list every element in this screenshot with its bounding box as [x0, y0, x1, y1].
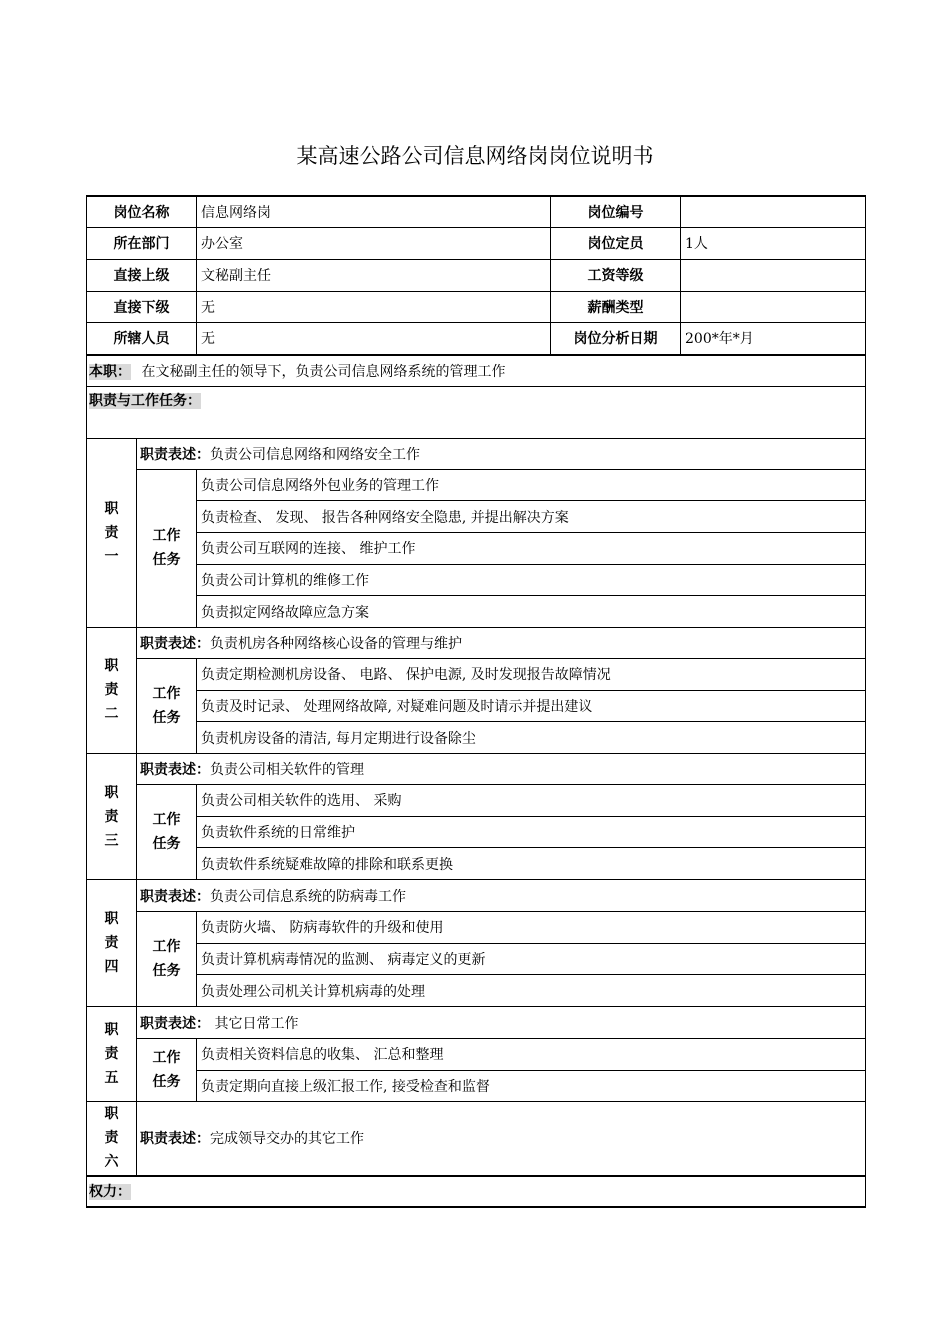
work-task-label	[137, 469, 197, 627]
task-item: 负责计算机病毒情况的监测、 病毒定义的更新	[197, 943, 866, 975]
duty-number-char: 责	[104, 935, 119, 952]
duty-three-task-row	[87, 816, 866, 848]
position-code-label: 岗位编号	[551, 196, 681, 227]
duty-three-task-row	[87, 848, 866, 880]
main-duty-label: 本职：	[89, 363, 131, 380]
task-item: 负责公司互联网的连接、 维护工作	[197, 532, 866, 564]
duty-number-char: 职	[104, 1022, 119, 1039]
supervisor-label: 直接上级	[87, 259, 197, 291]
work-task-label-line: 任务	[152, 836, 181, 853]
salary-grade-value	[681, 259, 866, 291]
document-title: 某高速公路公司信息网络岗岗位说明书	[296, 144, 654, 168]
supervisor-value: 文秘副主任	[197, 259, 551, 291]
duty-number-char: 六	[104, 1154, 119, 1171]
authority-row	[87, 1176, 866, 1207]
task-item: 负责定期向直接上级汇报工作, 接受检查和监督	[197, 1070, 866, 1102]
task-item: 负责软件系统的日常维护	[197, 816, 866, 848]
staff-label: 所辖人员	[87, 322, 197, 355]
duty-one-task-row	[87, 501, 866, 533]
info-row-4	[87, 291, 866, 322]
info-row-1	[87, 196, 866, 227]
duty-number-char: 责	[104, 524, 119, 541]
duty-number-char: 二	[104, 706, 119, 723]
duty-two-task-row	[87, 690, 866, 722]
duty-four-task-row	[87, 943, 866, 975]
duty-number-char: 责	[104, 808, 119, 825]
staff-value: 无	[197, 322, 551, 355]
duty-description-label: 职责表述：	[140, 1015, 210, 1032]
duty-five-task-row	[87, 1039, 866, 1071]
duty-description-text: 完成领导交办的其它工作	[210, 1131, 364, 1148]
task-item: 负责软件系统疑难故障的排除和联系更换	[197, 848, 866, 880]
pay-type-label: 薪酬类型	[551, 291, 681, 322]
duty-five-number	[87, 1007, 137, 1102]
task-item: 负责机房设备的清洁, 每月定期进行设备除尘	[197, 722, 866, 754]
duties-header-row	[87, 386, 866, 438]
duty-three-description	[137, 754, 866, 785]
work-task-label-line: 任务	[152, 552, 181, 569]
task-item: 负责防火墙、 防病毒软件的升级和使用	[197, 912, 866, 944]
position-code-value	[681, 196, 866, 227]
headcount-value: 1人	[681, 227, 866, 259]
work-task-label-line: 工作	[152, 812, 181, 829]
duty-description-text: 负责机房各种网络核心设备的管理与维护	[210, 635, 462, 652]
task-item: 负责处理公司机关计算机病毒的处理	[197, 975, 866, 1007]
authority-cell	[87, 1176, 866, 1207]
duty-number-char: 责	[104, 682, 119, 699]
duty-three-number	[87, 754, 137, 880]
duty-number-char: 职	[104, 658, 119, 675]
duty-number-char: 三	[104, 832, 119, 849]
duty-three-task-row	[87, 785, 866, 817]
duty-one-desc-row	[87, 438, 866, 469]
duty-four-desc-row	[87, 880, 866, 912]
work-task-label-line: 工作	[152, 528, 181, 545]
duty-four-task-row	[87, 975, 866, 1007]
task-item: 负责公司相关软件的选用、 采购	[197, 785, 866, 817]
info-row-5	[87, 322, 866, 355]
duty-number-char: 责	[104, 1046, 119, 1063]
work-task-label-line: 任务	[152, 1074, 181, 1091]
task-item: 负责公司计算机的维修工作	[197, 564, 866, 596]
task-item: 负责定期检测机房设备、 电路、 保护电源, 及时发现报告故障情况	[197, 658, 866, 690]
info-row-3	[87, 259, 866, 291]
duty-one-description	[137, 438, 866, 469]
subordinate-value: 无	[197, 291, 551, 322]
duty-description-label: 职责表述：	[140, 888, 210, 905]
duty-number-char: 一	[104, 548, 119, 565]
duty-description-label: 职责表述：	[140, 762, 210, 778]
work-task-label	[137, 1039, 197, 1102]
work-task-label-line: 工作	[152, 939, 181, 956]
work-task-label	[137, 658, 197, 753]
info-row-2	[87, 227, 866, 259]
duty-number-char: 五	[104, 1070, 119, 1087]
main-duty-text: 在文秘副主任的领导下，负责公司信息网络系统的管理工作	[141, 363, 506, 380]
duty-number-char: 职	[104, 1106, 119, 1123]
task-item: 负责及时记录、 处理网络故障, 对疑难问题及时请示并提出建议	[197, 690, 866, 722]
duty-two-number	[87, 627, 137, 753]
duty-number-char: 职	[104, 500, 119, 517]
duty-number-char: 四	[104, 959, 119, 976]
duty-one-task-row	[87, 469, 866, 501]
duty-four-task-row	[87, 912, 866, 944]
duty-one-task-row	[87, 596, 866, 628]
duty-two-description	[137, 627, 866, 658]
duty-one-number	[87, 438, 137, 627]
duties-header-cell	[87, 386, 866, 438]
duty-two-desc-row	[87, 627, 866, 658]
salary-grade-label: 工资等级	[551, 259, 681, 291]
duty-description-label: 职责表述：	[140, 1131, 210, 1148]
duty-number-char: 责	[104, 1130, 119, 1147]
main-duty-cell	[87, 355, 866, 386]
duty-number-char: 职	[104, 784, 119, 801]
task-item: 负责拟定网络故障应急方案	[197, 596, 866, 628]
duty-one-task-row	[87, 532, 866, 564]
duty-six-desc-row	[87, 1102, 866, 1176]
duty-description-label: 职责表述：	[140, 635, 210, 652]
department-label: 所在部门	[87, 227, 197, 259]
task-item: 负责相关资料信息的收集、 汇总和整理	[197, 1039, 866, 1071]
duties-header-label: 职责与工作任务：	[89, 392, 201, 409]
duty-four-number	[87, 880, 137, 1007]
duty-description-label: 职责表述：	[140, 446, 210, 463]
subordinate-label: 直接下级	[87, 291, 197, 322]
duty-two-task-row	[87, 658, 866, 690]
pay-type-value	[681, 291, 866, 322]
analysis-date-label: 岗位分析日期	[551, 322, 681, 355]
duty-description-text: 负责公司信息网络和网络安全工作	[210, 446, 420, 463]
duty-two-task-row	[87, 722, 866, 754]
work-task-label	[137, 912, 197, 1007]
work-task-label	[137, 785, 197, 880]
duty-description-text: 负责公司相关软件的管理	[210, 762, 364, 778]
duty-number-char: 职	[104, 911, 119, 928]
work-task-label-line: 任务	[152, 963, 181, 980]
work-task-label-line: 任务	[152, 709, 181, 726]
position-name-value: 信息网络岗	[197, 196, 551, 227]
analysis-date-value: 200*年*月	[681, 322, 866, 355]
work-task-label-line: 工作	[152, 1050, 181, 1067]
position-name-label: 岗位名称	[87, 196, 197, 227]
task-item: 负责公司信息网络外包业务的管理工作	[197, 469, 866, 501]
headcount-label: 岗位定员	[551, 227, 681, 259]
duty-five-task-row	[87, 1070, 866, 1102]
authority-label: 权力：	[89, 1184, 131, 1201]
duty-five-description	[137, 1007, 866, 1039]
duty-one-task-row	[87, 564, 866, 596]
department-value: 办公室	[197, 227, 551, 259]
duty-three-desc-row	[87, 754, 866, 785]
duty-description-text: 其它日常工作	[210, 1015, 299, 1032]
task-item: 负责检查、 发现、 报告各种网络安全隐患, 并提出解决方案	[197, 501, 866, 533]
duty-four-description	[137, 880, 866, 912]
duty-six-description	[137, 1102, 866, 1176]
duty-five-desc-row	[87, 1007, 866, 1039]
duty-six-number	[87, 1102, 137, 1176]
duty-description-text: 负责公司信息系统的防病毒工作	[210, 888, 406, 905]
job-description-table	[86, 195, 866, 1208]
work-task-label-line: 工作	[152, 685, 181, 702]
main-duty-row	[87, 355, 866, 386]
